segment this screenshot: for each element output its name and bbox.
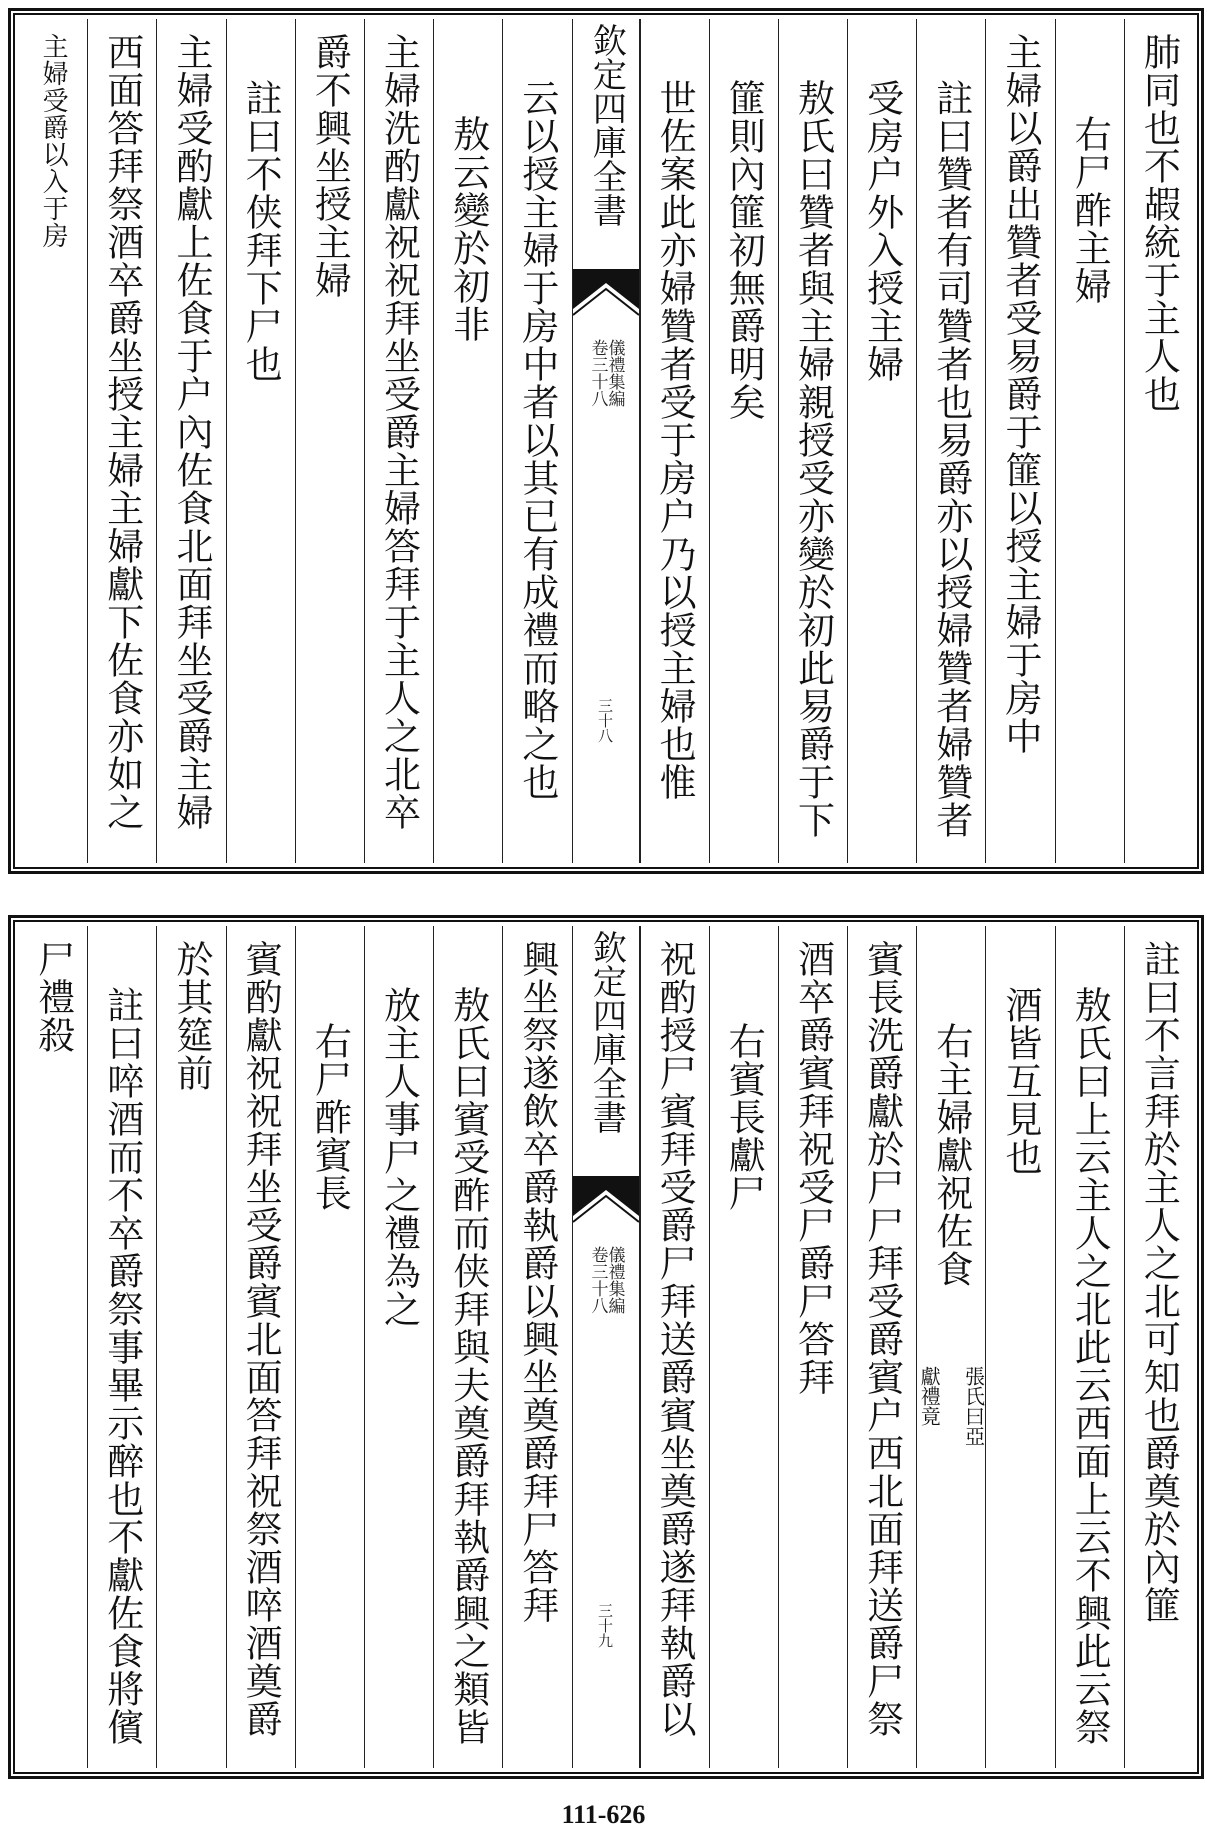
column-text: 敖氏曰上云主人之北此云西面上云不興此云祭: [1068, 986, 1112, 1746]
column-text: 於其筵前: [169, 940, 213, 1092]
inline-note: 張氏曰亞: [961, 1366, 986, 1446]
column-text: 註曰啐酒而不卒爵祭事畢示醉也不獻佐食將儐: [100, 986, 144, 1746]
book-subtitle: [589, 1246, 623, 1314]
column-text: 敖氏曰贊者與主婦親授受亦變於初此易爵于下: [791, 79, 835, 839]
column-text: 主婦受爵以入于房: [38, 33, 69, 249]
section-heading: 右尸酢賓長: [308, 1022, 352, 1212]
book-subtitle: [589, 339, 623, 407]
column-text: 云以授主婦于房中者以其已有成禮而略之也: [515, 79, 559, 801]
text-column: [916, 19, 985, 863]
text-column: [985, 926, 1054, 1768]
column-text: 肺同也不嘏統于主人也: [1137, 33, 1181, 413]
text-column: [778, 926, 847, 1768]
section-heading: 右尸酢主婦: [1068, 115, 1112, 305]
column-text: 敖云變於初非: [446, 115, 490, 343]
text-column: [156, 19, 225, 863]
text-column: [87, 19, 156, 863]
text-column: [1124, 926, 1193, 1768]
section-heading: 右主婦獻祝佐食: [929, 1022, 973, 1288]
text-column: [19, 926, 87, 1768]
volume-text: 卷三十八: [587, 339, 608, 407]
column-text: 世佐案此亦婦贊者受于房户乃以授主婦也惟: [653, 79, 697, 801]
text-column: [778, 19, 847, 863]
text-column: [156, 926, 225, 1768]
text-column: [502, 19, 571, 863]
column-text: 賓酌獻祝祝拜坐受爵賓北面答拜祝祭酒啐酒奠爵: [239, 940, 283, 1738]
text-column: [502, 926, 571, 1768]
page-footer-number: 111-626: [561, 1800, 646, 1829]
text-column: [364, 926, 433, 1768]
text-column: [226, 19, 295, 863]
text-column: [433, 19, 502, 863]
text-column: [19, 19, 87, 863]
column-text: 西面答拜祭酒卒爵坐授主婦主婦獻下佐食亦如之: [100, 33, 144, 831]
text-column: [847, 19, 916, 863]
volume-text: 卷三十八: [587, 1246, 608, 1314]
center-margin: [572, 19, 640, 863]
section-heading: 右賓長獻尸: [722, 1022, 766, 1212]
text-column: [640, 926, 709, 1768]
book-title: 欽定四庫全書: [586, 930, 627, 1134]
column-text: 註曰不言拜於主人之北可知也爵奠於內篚: [1137, 940, 1181, 1624]
inline-note: 獻禮竟: [917, 1366, 942, 1426]
text-column: [1055, 19, 1124, 863]
top-page: [8, 8, 1204, 874]
bottom-page: [8, 915, 1204, 1779]
text-column: [847, 926, 916, 1768]
text-column: [364, 19, 433, 863]
page-number: 三十九: [596, 1603, 614, 1648]
text-column: [295, 19, 364, 863]
text-column: [709, 19, 778, 863]
page-number: 三十八: [596, 698, 614, 743]
column-text: 受房户外入授主婦: [860, 79, 904, 383]
text-column: [87, 926, 156, 1768]
text-column: [985, 19, 1054, 863]
column-text: 興坐祭遂飲卒爵執爵以興坐奠爵拜尸答拜: [515, 940, 559, 1624]
text-column: [295, 926, 364, 1768]
column-text: 註曰不侠拜下尸也: [239, 79, 283, 383]
text-column: [1055, 926, 1124, 1768]
column-text: 敖氏曰賓受酢而侠拜與夫奠爵拜執爵興之類皆: [446, 986, 490, 1746]
column-text: 註曰贊者有司贊者也易爵亦以授婦贊者婦贊者: [929, 79, 973, 839]
column-text: 祝酌授尸賓拜受爵尸拜送爵賓坐奠爵遂拜執爵以: [653, 940, 697, 1738]
subtitle-text: 儀禮集編: [604, 339, 625, 407]
column-text: 主婦受酌獻上佐食于户內佐食北面拜坐受爵主婦: [169, 33, 213, 831]
text-column: [1124, 19, 1193, 863]
text-column: [433, 926, 502, 1768]
column-text: 賓長洗爵獻於尸尸拜受爵賓户西北面拜送爵尸祭: [860, 940, 904, 1738]
column-text: 爵不興坐授主婦: [308, 33, 352, 299]
text-column: [709, 926, 778, 1768]
center-margin: [572, 926, 640, 1768]
top-columns: [19, 19, 1193, 863]
book-title: 欽定四庫全書: [586, 23, 627, 227]
column-text: 主婦以爵出贊者受易爵于篚以授主婦于房中: [999, 33, 1043, 755]
column-text: 主婦洗酌獻祝祝拜坐受爵主婦答拜于主人之北卒: [377, 33, 421, 831]
column-text: 尸禮殺: [31, 940, 75, 1054]
column-text: 篚則內篚初無爵明矣: [722, 79, 766, 421]
fish-tail-mark: [573, 1176, 639, 1236]
column-text: 放主人事尸之禮為之: [377, 986, 421, 1328]
subtitle-text: 儀禮集編: [604, 1246, 625, 1314]
fish-tail-mark: [573, 269, 639, 329]
bottom-columns: [19, 926, 1193, 1768]
text-column: [916, 926, 985, 1768]
text-column: [226, 926, 295, 1768]
column-text: 酒卒爵賓拜祝受尸爵尸答拜: [791, 940, 835, 1396]
text-column: [640, 19, 709, 863]
column-text: 酒皆互見也: [999, 986, 1043, 1176]
